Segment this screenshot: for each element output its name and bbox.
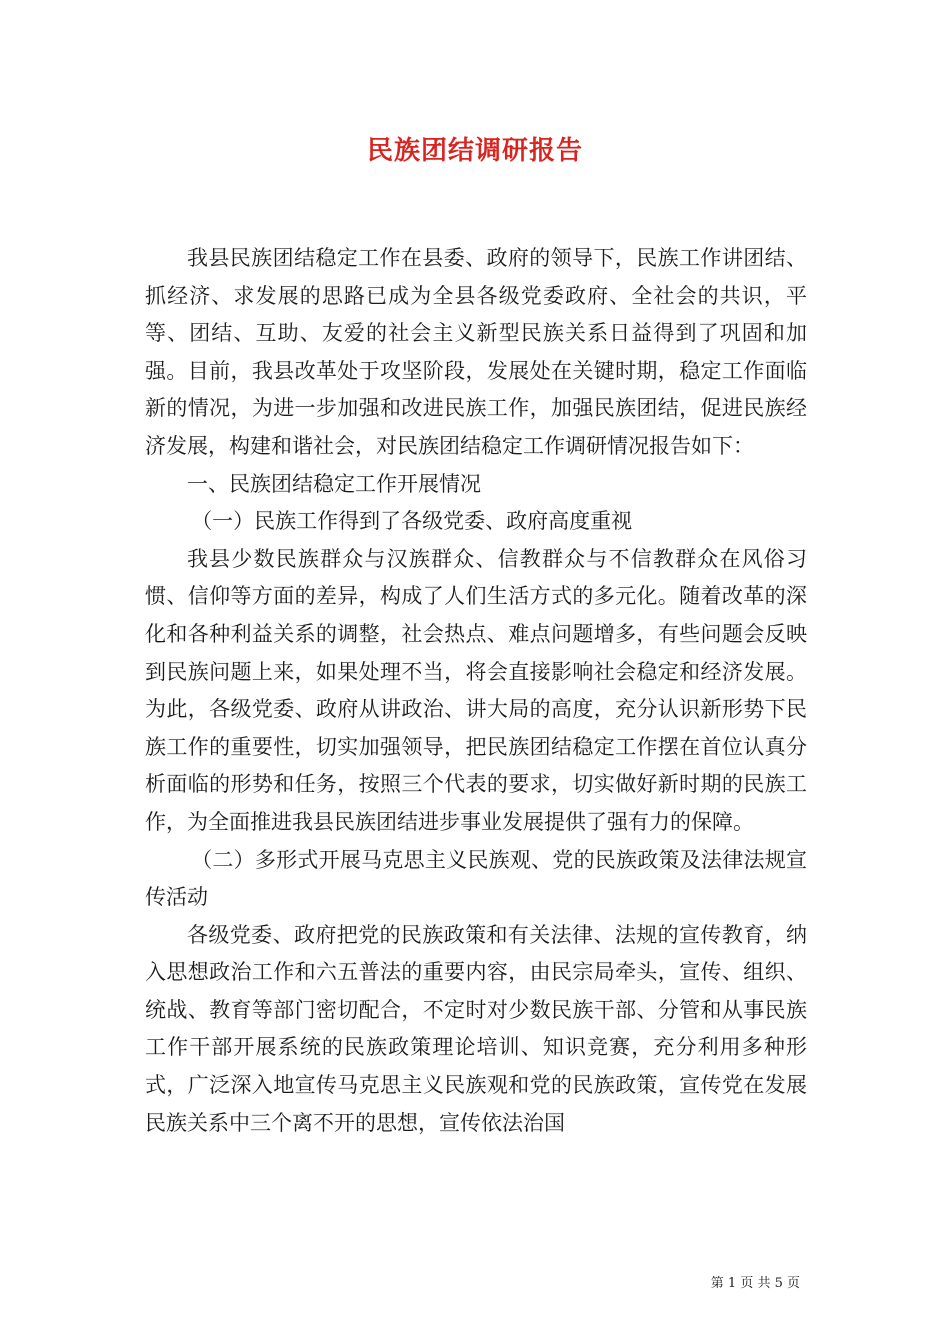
paragraph-intro: 我县民族团结稳定工作在县委、政府的领导下，民族工作讲团结、抓经济、求发展的思路已成为全县各级党委政府、全社会的共识，平等、团结、互助、友爱的社会主义新型民族关系日益得到了巩固和加强。目前，我县改革处于攻坚阶段，发展处在关键时期，稳定工作面临新的情况，为进一步加强和改进民族工作，加强民族团结，促进民族经济发展，构建和谐社会，对民族团结稳定工作调研情况报告如下： xyxy=(145,246,807,458)
subsection-heading-2: （二）多形式开展马克思主义民族观、党的民族政策及法律法规宣传活动 xyxy=(145,847,807,910)
section-heading-1: 一、民族团结稳定工作开展情况 xyxy=(187,471,481,496)
paragraph-2: 各级党委、政府把党的民族政策和有关法律、法规的宣传教育，纳入思想政治工作和六五普法的重要内容，由民宗局牵头，宣传、组织、统战、教育等部门密切配合，不定时对少数民族干部、分管和从事民族工作干部开展系统的民族政策理论培训、知识竞赛，充分利用多种形式，广泛深入地宣传马克思主义民族观和党的民族政策，宣传党在发展民族关系中三个离不开的思想，宣传依法治国 xyxy=(145,922,807,1135)
page-number: 第 1 页 共 5 页 xyxy=(710,1276,800,1291)
paragraph-1: 我县少数民族群众与汉族群众、信教群众与不信教群众在风俗习惯、信仰等方面的差异，构成了人们生活方式的多元化。随着改革的深化和各种利益关系的调整，社会热点、难点问题增多，有些问题会反映到民族问题上来，如果处理不当，将会直接影响社会稳定和经济发展。为此，各级党委、政府从讲政治、讲大局的高度，充分认识新形势下民族工作的重要性，切实加强领导，把民族团结稳定工作摆在首位认真分析面临的形势和任务，按照三个代表的要求，切实做好新时期的民族工作，为全面推进我县民族团结进步事业发展提供了强有力的保障。 xyxy=(145,546,807,834)
subsection-heading-1: （一）民族工作得到了各级党委、政府高度重视 xyxy=(191,509,633,534)
document-body xyxy=(145,240,807,1142)
document-title: 民族团结调研报告 xyxy=(366,136,583,166)
